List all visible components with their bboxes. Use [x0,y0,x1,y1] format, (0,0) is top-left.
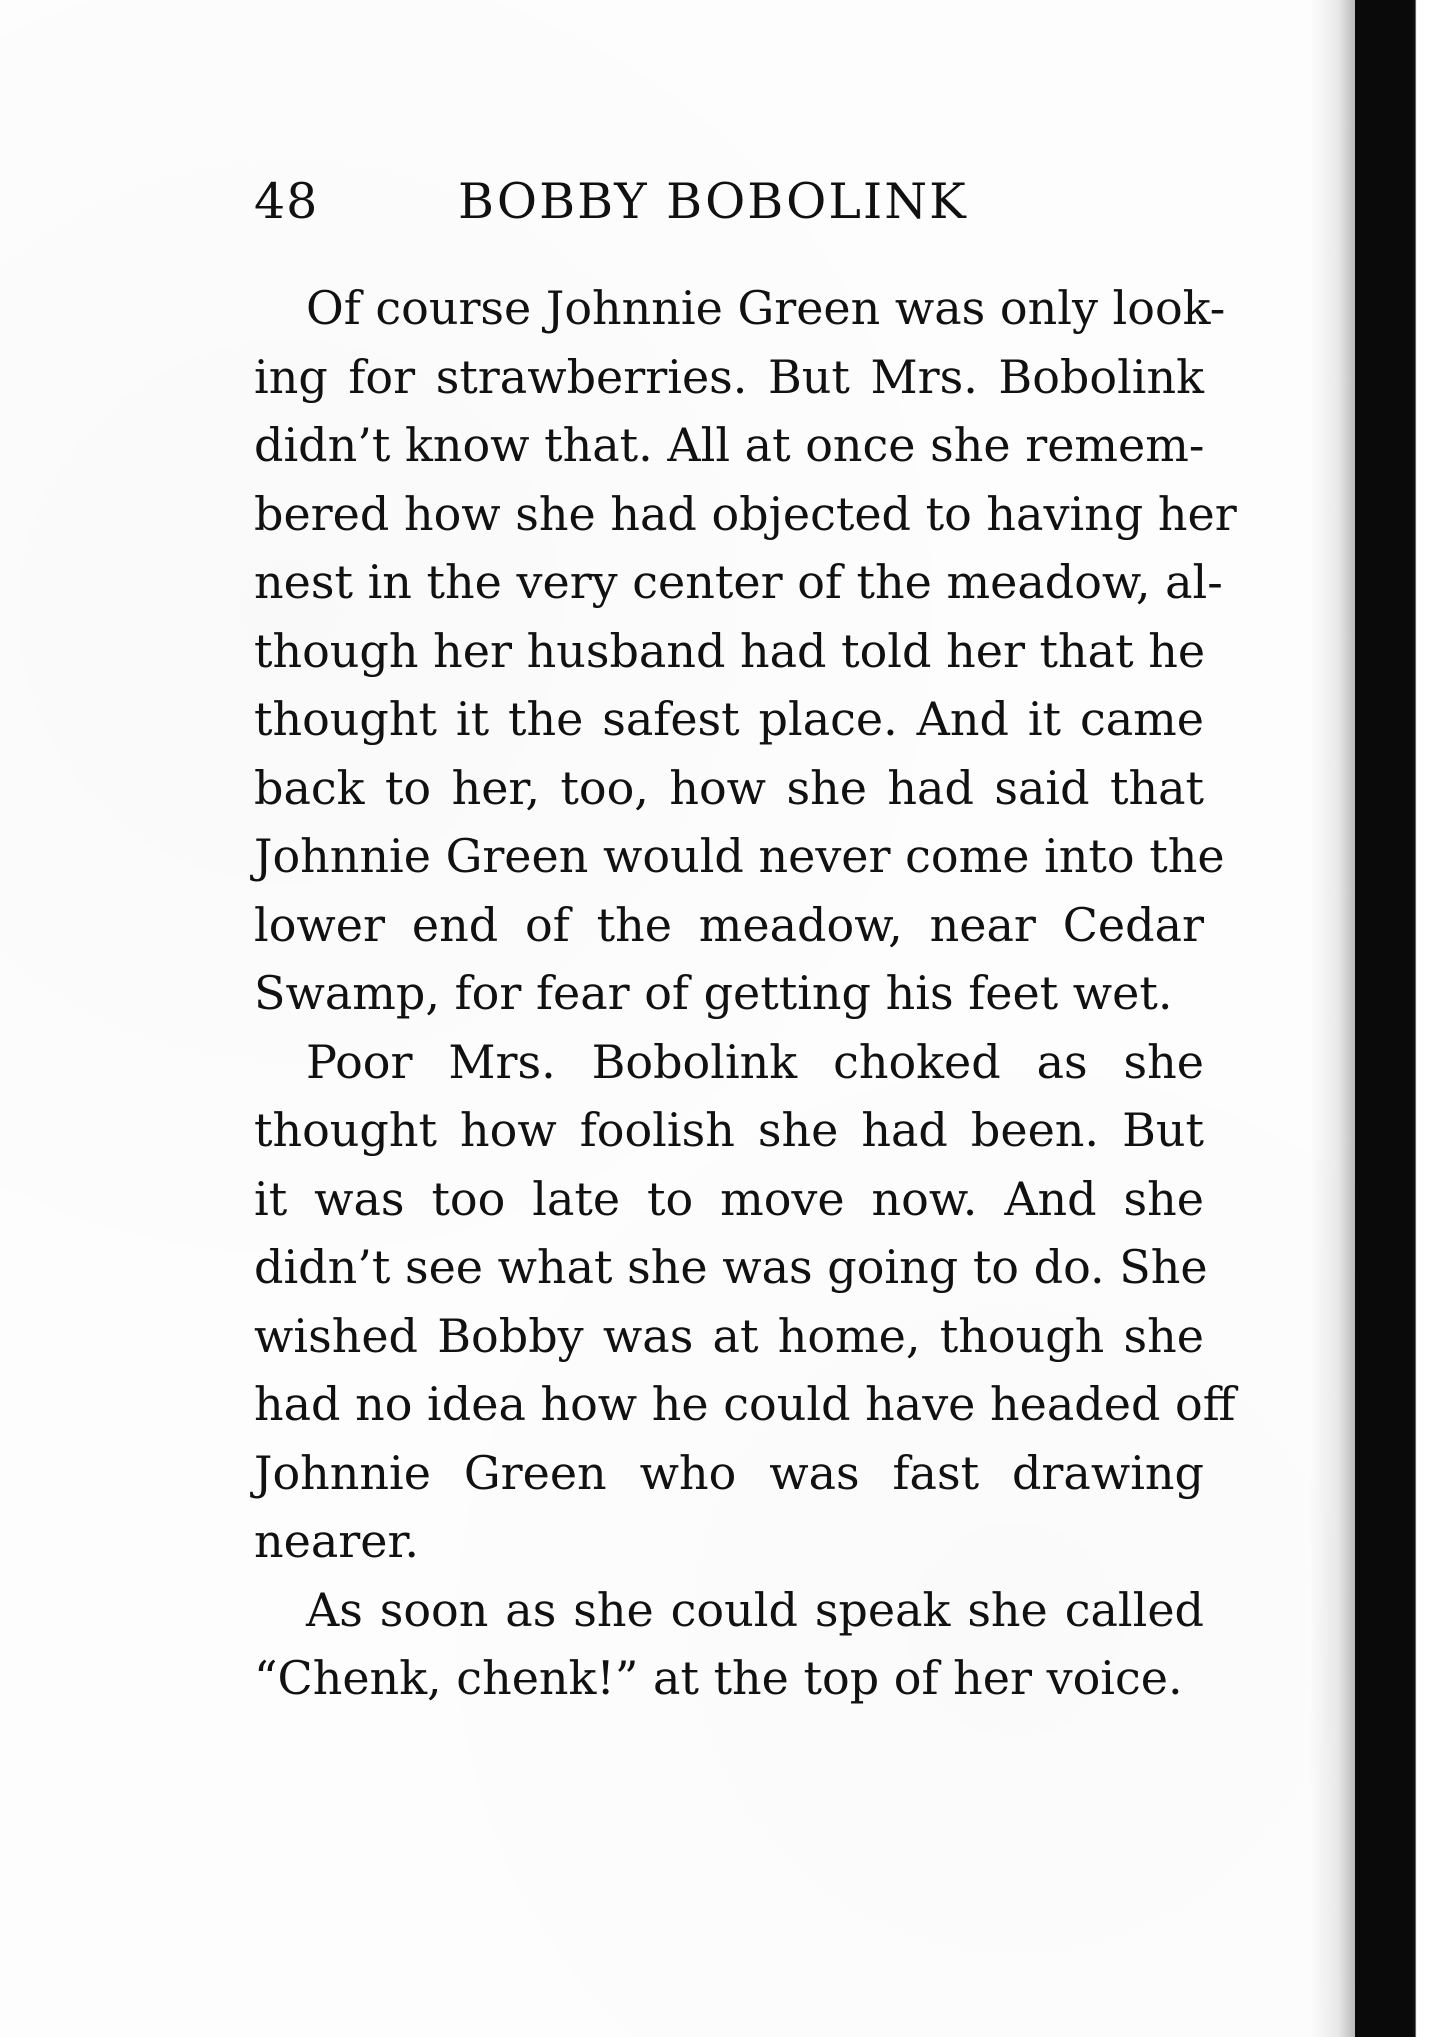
text-line: thought it the safest place. And it came [254,692,1204,746]
running-head [254,172,1204,232]
text-line: ing for strawberries. But Mrs. Bobolink [254,349,1204,404]
text-line: it was too late to move now. And she [254,1171,1204,1226]
text-line: didn’t see what she was going to do. She [254,1240,1208,1294]
text-line: Poor Mrs. Bobolink choked as she [306,1034,1204,1089]
body-text [254,274,1237,1713]
text-line: didn’t know that. All at once she remem- [254,418,1205,472]
text-line: Johnnie Green who was fast drawing [254,1445,1204,1500]
text-line: Johnnie Green would never come into the [254,829,1225,883]
page-number: 48 [254,173,319,230]
page-binding-edge [1355,0,1413,2037]
text-line: wished Bobby was at home, though she [254,1308,1204,1363]
text-line: had no idea how he could have headed off [254,1377,1236,1431]
text-line: “Chenk, chenk!” at the top of her voice. [254,1651,1183,1705]
text-line: nearer. [254,1514,420,1568]
text-line: though her husband had told her that he [254,623,1206,678]
book-title: BOBBY BOBOLINK [458,173,968,230]
text-line: lower end of the meadow, near Cedar [254,897,1204,952]
text-line: back to her, too, how she had said that [254,760,1204,815]
text-line: Of course Johnnie Green was only look- [306,281,1226,335]
text-line: bered how she had objected to having her [254,486,1237,541]
text-line: nest in the very center of the meadow, al- [254,555,1223,609]
text-line: thought how foolish she had been. But [254,1103,1204,1157]
text-line: Swamp, for fear of getting his feet wet. [254,966,1173,1020]
text-line: As soon as she could speak she called [306,1582,1204,1637]
